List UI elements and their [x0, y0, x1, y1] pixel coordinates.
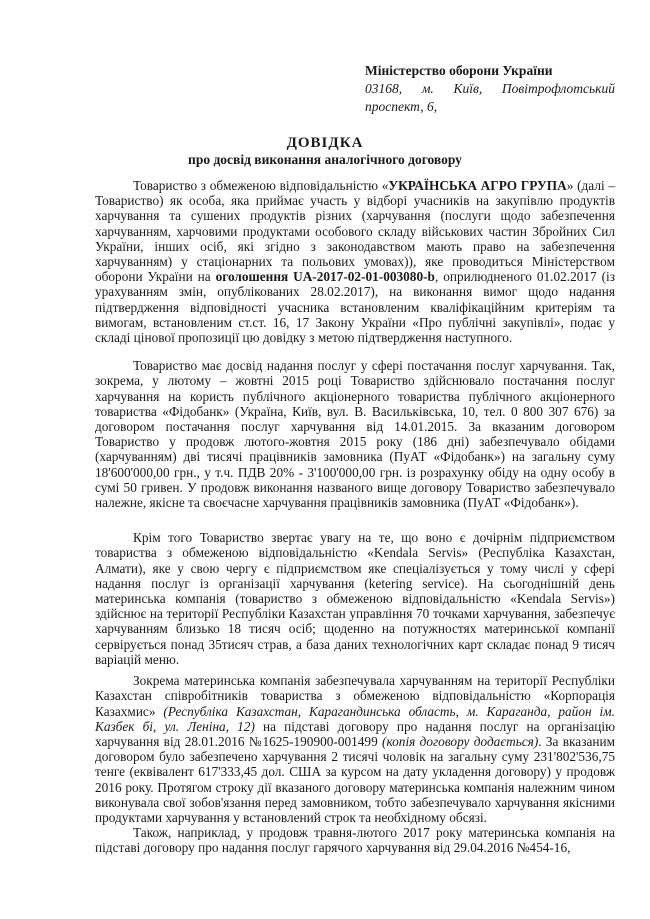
- p4-address-italic: (Республіка Казахстан, Карагандинська область, м. Караганда, район ім. Казбек бі, ул. Леніна, 12): [95, 703, 615, 734]
- paragraph-3: Крім того Товариство звертає увагу на те, що воно є дочірнім підприємством товариства з обмеженою відповідальністю «Kendala Servis» (Республіка Казахстан, Алмати), яке у свою чергу є підприємством яке спеціалізується у тому числі у сфері надання послуг із організації харчування (ketering service). На сьогоднішній день материнська компанія (товариство з обмеженою відповідальністю «Kendala Servis») здійснює на території Республіки Казахстан управління 70 точками харчування, забезпечує харчуванням близько 18 тисяч осіб; щоденно на потужностях материнської компанії сервірується понад 35тисяч страв, а база даних технологічних карт складає понад 9 тисяч варіацій меню.: [95, 530, 615, 667]
- paragraph-4: [95, 673, 615, 825]
- addressee-ministry: Міністерство оборони України: [365, 63, 553, 78]
- p4-text-3: . За вказаним договором було забезпечено харчування 2 тисячі чоловік на загальну суму 231'802'536,75 тенге (еквівалент 617'333,45 дол. США за курсом на дату укладення договору) у продовж 2016 року. Протягом строку дії вказаного договору материнська компанія належним чином виконувала свої зобов'язання перед замовником, тобто забезпечувало харчування якісними продуктами харчування у встановлений строк та необхідному обсязі.: [95, 733, 615, 825]
- document-body: [95, 178, 615, 856]
- paragraph-5: Також, наприклад, у продовж травня-лютого 2017 року материнська компанія на підставі договору про надання послуг гарячого харчування від 29.04.2016 №454-16,: [95, 825, 615, 856]
- p4-text-1: Зокрема материнська компанія забезпечувала харчуванням на території Республіки Казахстан співробітників товариства з обмеженою відповідальністю «Корпорація Казахмис»: [95, 673, 615, 719]
- p1-text-3: , оприлюдненого 01.02.2017 (із урахуванням змін, опублікованих 28.02.2017), на виконання вимог щодо надання підтвердження відповідності учасника встановленим кваліфікаційним критеріям та вимогам, встановленим ст.ст. 16, 17 Закону України «Про публічні закупівлі», подає у складі цінової пропозиції цю довідку з метою підтвердження наступного.: [95, 269, 616, 346]
- p4-attachment-note: (копія договору додається): [382, 733, 539, 749]
- addressee-address-line2: проспект, 6,: [365, 99, 438, 114]
- p1-text-1: Товариство з обмеженою відповідальністю «: [133, 178, 389, 193]
- p1-text-2: » (далі – Товариство) як особа, яка приймає участь у відборі учасників на закупівлю продуктів харчування та сушених продуктів різних (харчування (послуги щодо забезпечення харчуванням, харчовими продуктами особового складу військових частин Збройних Сил України, інших осіб, які згідно з законодавством мають право на забезпечення харчуванням) у стаціонарних та польових умовах)), яке проводиться Міністерством оборони України на: [95, 178, 615, 285]
- document-title: ДОВІДКА: [286, 135, 364, 151]
- document-subtitle: про досвід виконання аналогічного договору: [188, 152, 462, 167]
- paragraph-1: [95, 178, 615, 345]
- addressee-block: [365, 62, 615, 116]
- paragraph-2: Товариство має досвід надання послуг у сфері постачання послуг харчування. Так, зокрема, у лютому – жовтні 2015 році Товариство здійснювало постачання послуг харчування на користь публічного акціонерного товариства публічного акціонерного товариства «Фідобанк» (Україна, Київ, вул. В. Васильківська, 10, тел. 0 800 307 676) за договором постачання послуг харчування від 14.01.2015. За вказаним договором Товариство у продовж лютого-жовтня 2015 року (186 дні) забезпечувало обідами (харчуванням) дві тисячі працівників замовника (ПуАТ «Фідобанк») на загальну суму 18'600'000,00 грн., у т.ч. ПДВ 20% - 3'100'000,00 грн. із розрахунку обіду на одну особу в сумі 50 гривен. У продовж виконання названого вище договору Товариство забезпечувало належне, якісне та своєчасне харчування працівників замовника (ПуАТ «Фідобанк»).: [95, 358, 615, 511]
- addressee-address-line1: 03168, м. Київ, Повітрофлотський: [365, 81, 615, 96]
- company-name: УКРАЇНСЬКА АГРО ГРУПА: [388, 178, 567, 193]
- tender-notice-id: оголошення UA-2017-02-01-003080-b: [215, 269, 435, 285]
- p4-text-2: на підставі договору про надання послуг на організацію харчування від 28.01.2016 №1625-190900-001499: [95, 718, 616, 749]
